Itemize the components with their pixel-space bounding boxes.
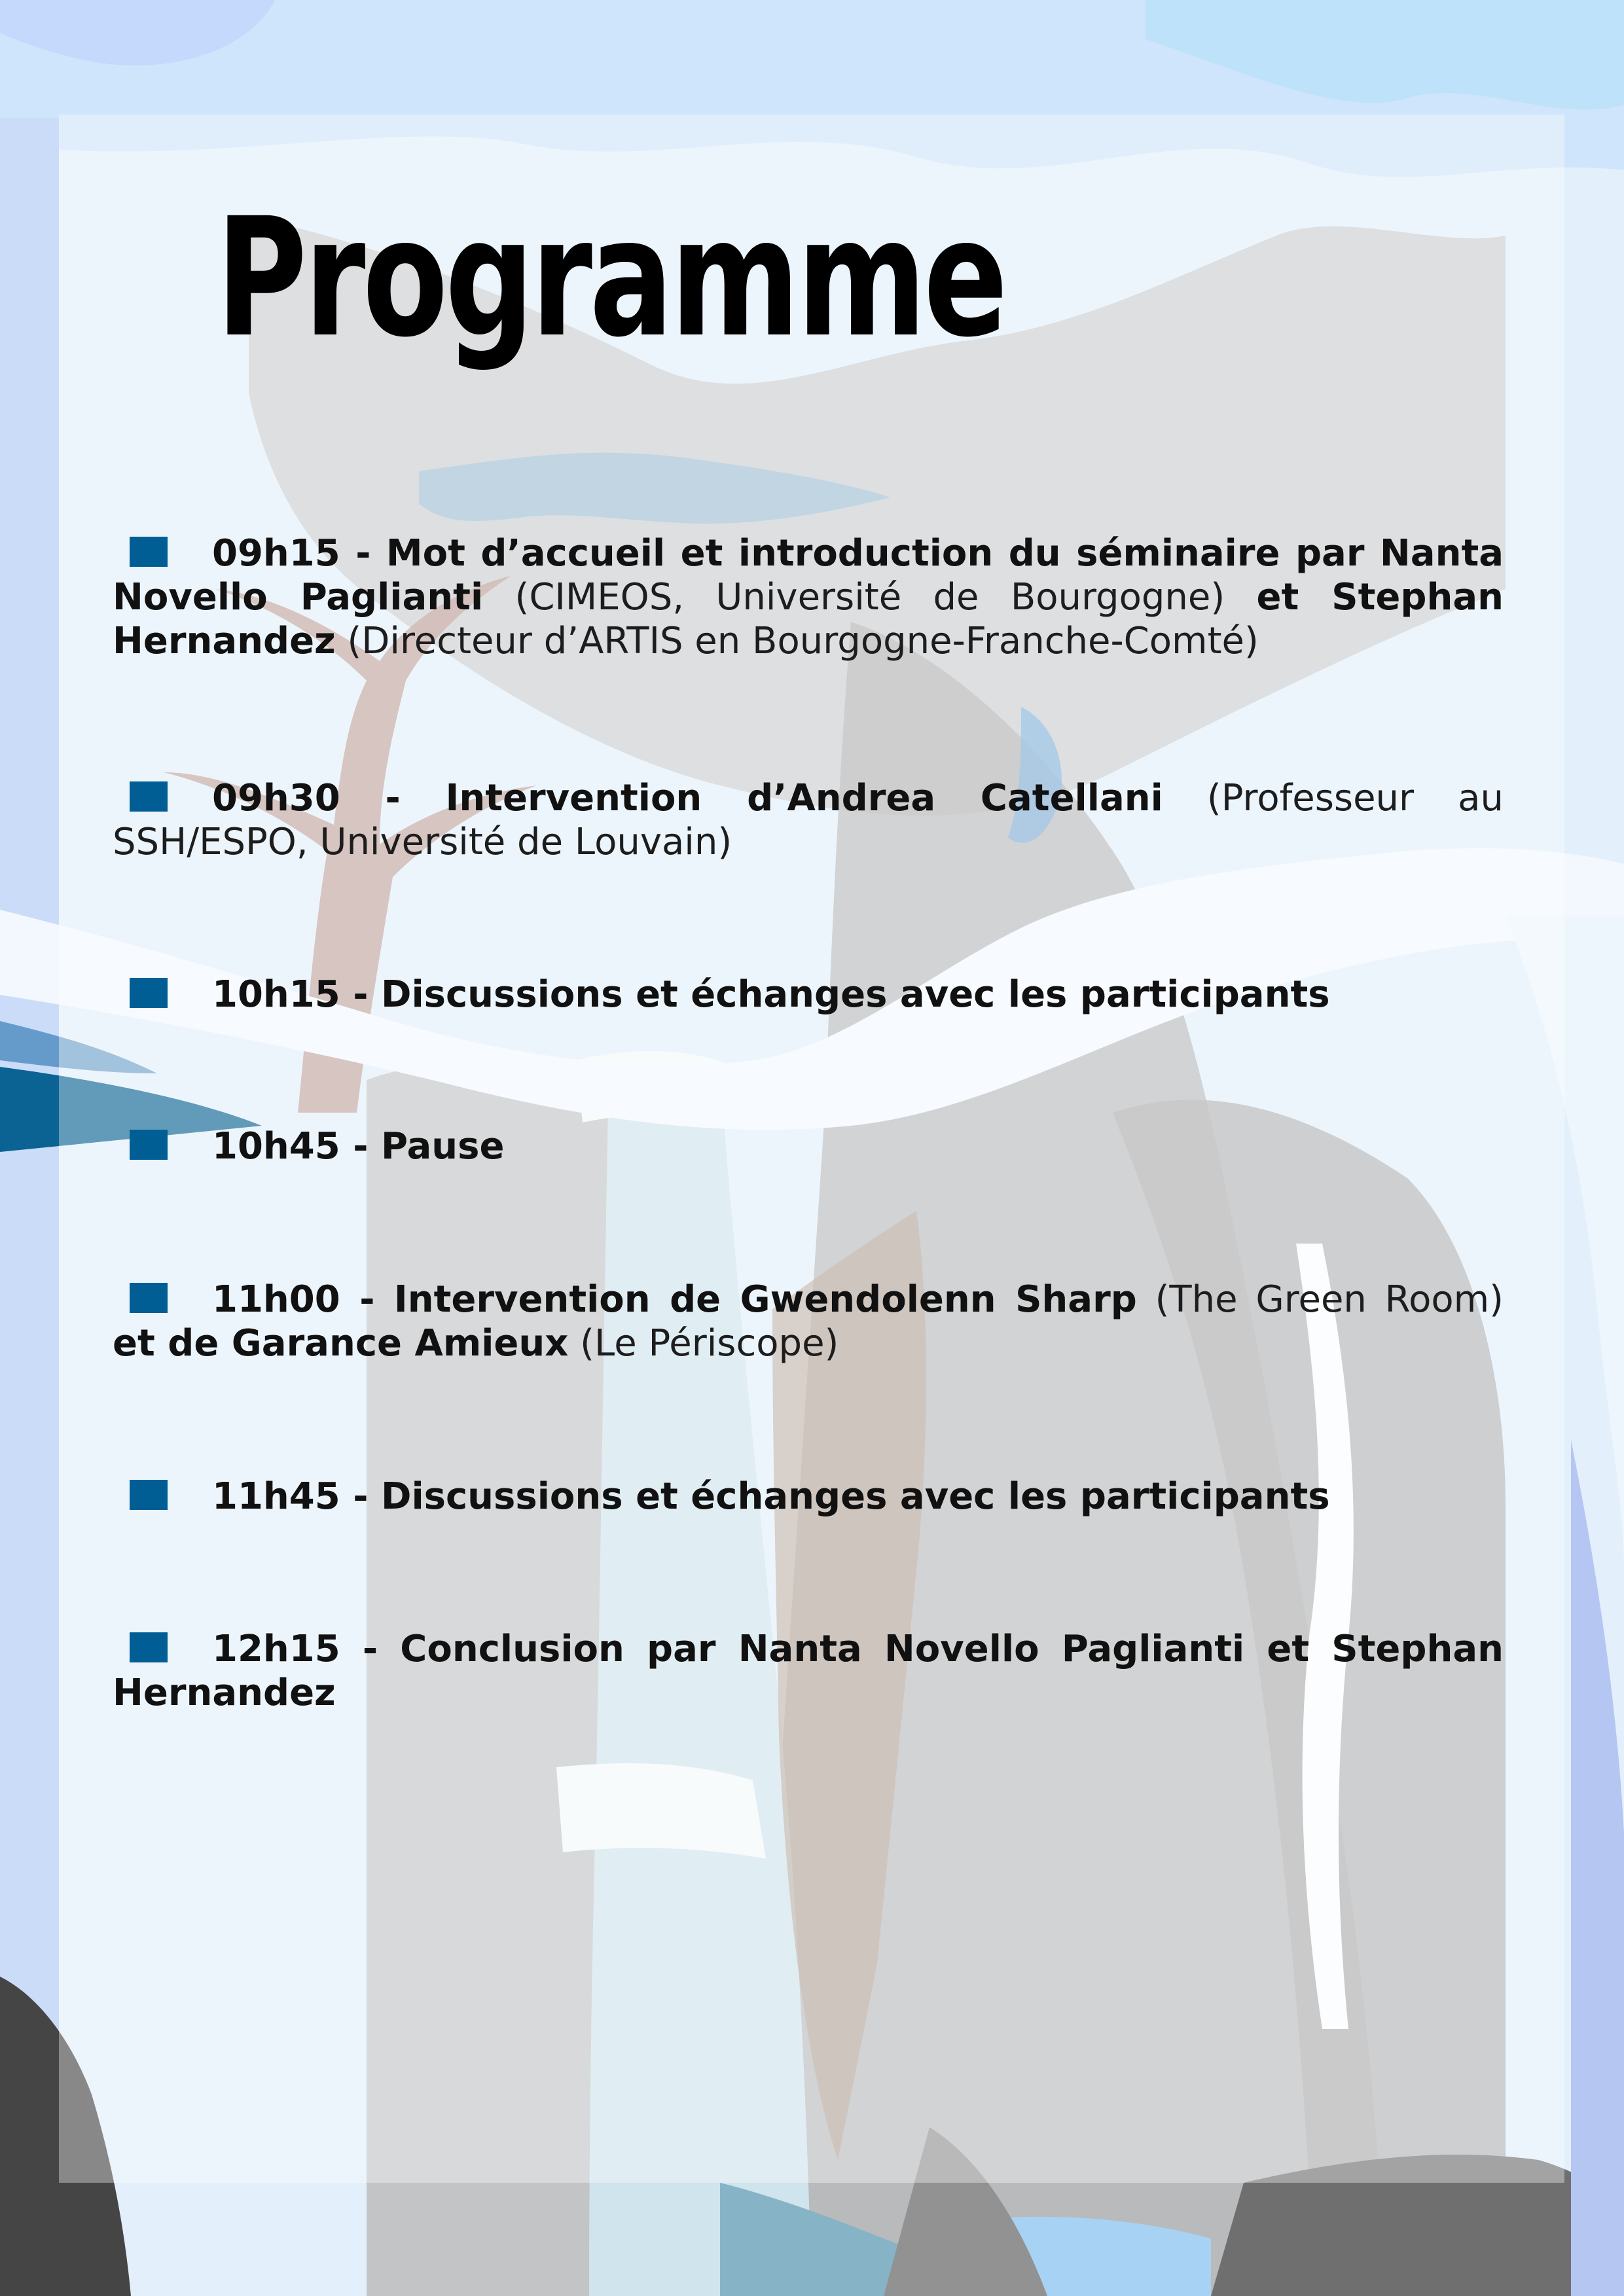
item-bold-text: 11h00 - Intervention de Gwendolenn Sharp	[212, 1278, 1137, 1321]
item-detail-text: (Directeur d’ARTIS en Bourgogne-Franche-Comté)	[335, 620, 1259, 662]
programme-item	[113, 1475, 1504, 1518]
programme-item	[113, 973, 1504, 1016]
square-bullet-icon	[130, 1632, 168, 1662]
programme-item	[113, 776, 1504, 864]
programme-item	[113, 1278, 1504, 1365]
square-bullet-icon	[130, 1283, 168, 1313]
item-bold-text: 10h45 - Pause	[212, 1125, 505, 1168]
item-bold-text: et de Garance Amieux	[113, 1322, 569, 1365]
programme-item	[113, 1627, 1504, 1715]
square-bullet-icon	[130, 1130, 168, 1160]
square-bullet-icon	[130, 781, 168, 812]
item-bold-text: 12h15 - Conclusion par Nanta Novello Paglianti et Stephan Hernandez	[113, 1628, 1504, 1714]
item-bold-text: 09h15 - Mot d’accueil et introduction du séminaire par Nanta Novello Paglianti	[113, 532, 1504, 619]
item-detail-text: (Le Périscope)	[568, 1322, 839, 1365]
square-bullet-icon	[130, 1480, 168, 1510]
square-bullet-icon	[130, 537, 168, 567]
programme-item	[113, 531, 1504, 663]
square-bullet-icon	[130, 978, 168, 1008]
item-detail-text: (Professeur au SSH/ESPO, Université de Louvain)	[113, 777, 1504, 863]
item-detail-text: (The Green Room)	[1136, 1278, 1504, 1321]
item-bold-text: 11h45 - Discussions et échanges avec les participants	[212, 1475, 1330, 1518]
programme-item	[113, 1124, 1504, 1168]
page-title: Programme	[216, 183, 1005, 373]
item-bold-text: 10h15 - Discussions et échanges avec les participants	[212, 973, 1330, 1016]
item-bold-text: et Stephan Hernandez	[113, 576, 1504, 662]
item-bold-text: 09h30 - Intervention d’Andrea Catellani	[212, 777, 1163, 819]
item-detail-text: (CIMEOS, Université de Bourgogne)	[483, 576, 1257, 619]
